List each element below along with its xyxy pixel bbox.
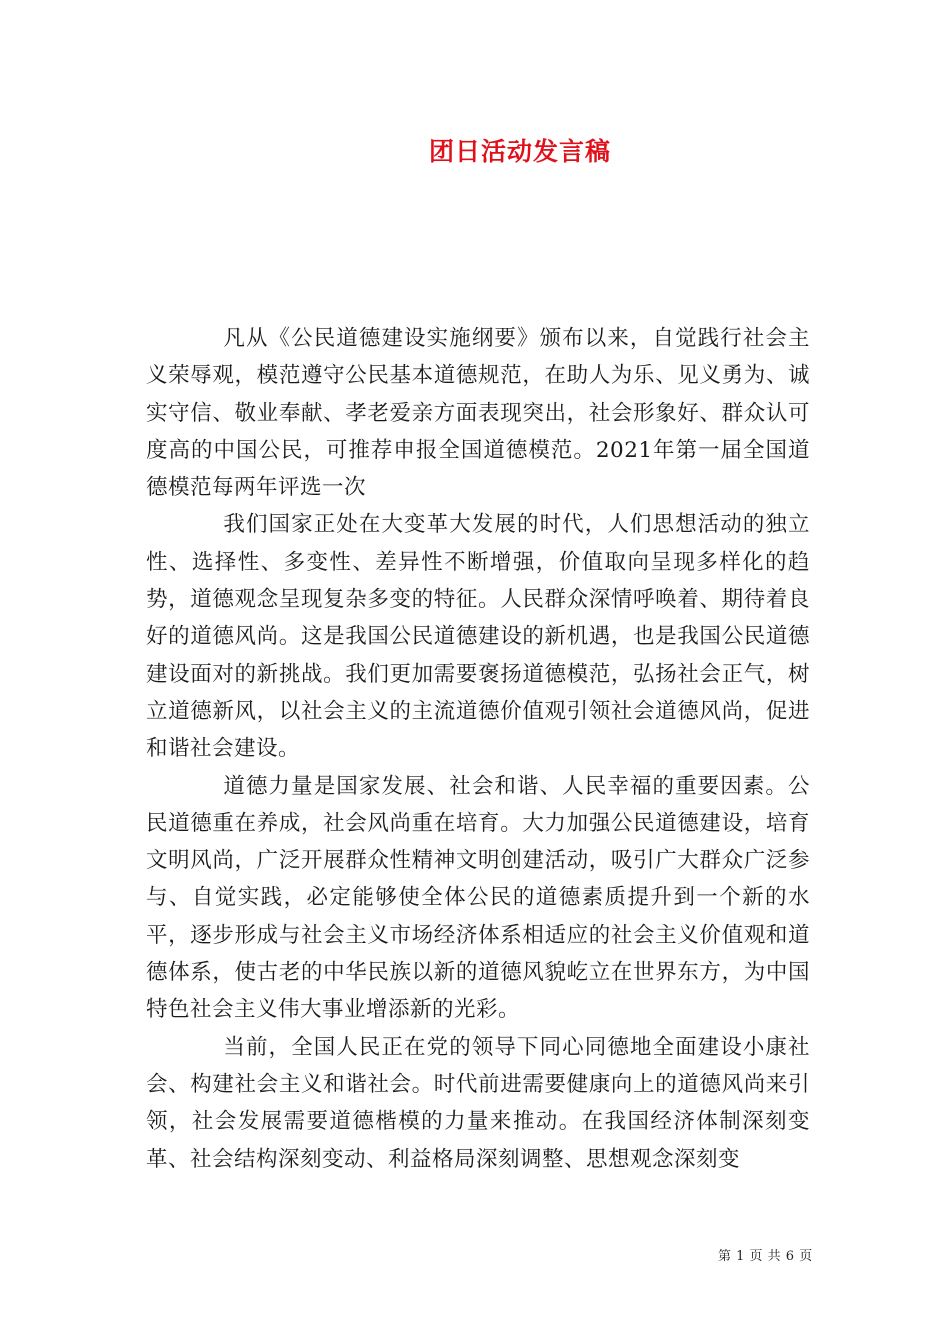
document-title: 团日活动发言稿 [428, 137, 611, 166]
document-body [146, 320, 810, 1178]
page-number-footer: 第 1 页 共 6 页 [718, 1249, 813, 1264]
paragraph-1: 凡从《公民道德建设实施纲要》颁布以来，自觉践行社会主义荣辱观，模范遵守公民基本道德规范，在助人为乐、见义勇为、诚实守信、敬业奉献、孝老爱亲方面表现突出，社会形象好、群众认可度高的中国公民，可推荐申报全国道德模范。2021年第一届全国道德模范每两年评选一次 [146, 326, 810, 501]
paragraph-4: 当前，全国人民正在党的领导下同心同德地全面建设小康社会、构建社会主义和谐社会。时代前进需要健康向上的道德风尚来引领，社会发展需要道德楷模的力量来推动。在我国经济体制深刻变革、社会结构深刻变动、利益格局深刻调整、思想观念深刻变 [146, 1034, 810, 1172]
paragraph-2: 我们国家正处在大变革大发展的时代，人们思想活动的独立性、选择性、多变性、差异性不断增强，价值取向呈现多样化的趋势，道德观念呈现复杂多变的特征。人民群众深情呼唤着、期待着良好的道德风尚。这是我国公民道德建设的新机遇，也是我国公民道德建设面对的新挑战。我们更加需要褒扬道德模范，弘扬社会正气，树立道德新风，以社会主义的主流道德价值观引领社会道德风尚，促进和谐社会建设。 [146, 512, 810, 762]
paragraph-3: 道德力量是国家发展、社会和谐、人民幸福的重要因素。公民道德重在养成，社会风尚重在培育。大力加强公民道德建设，培育文明风尚，广泛开展群众性精神文明创建活动，吸引广大群众广泛参与、自觉实践，必定能够使全体公民的道德素质提升到一个新的水平，逐步形成与社会主义市场经济体系相适应的社会主义价值观和道德体系，使古老的中华民族以新的道德风貌屹立在世界东方，为中国特色社会主义伟大事业增添新的光彩。 [146, 773, 810, 1023]
